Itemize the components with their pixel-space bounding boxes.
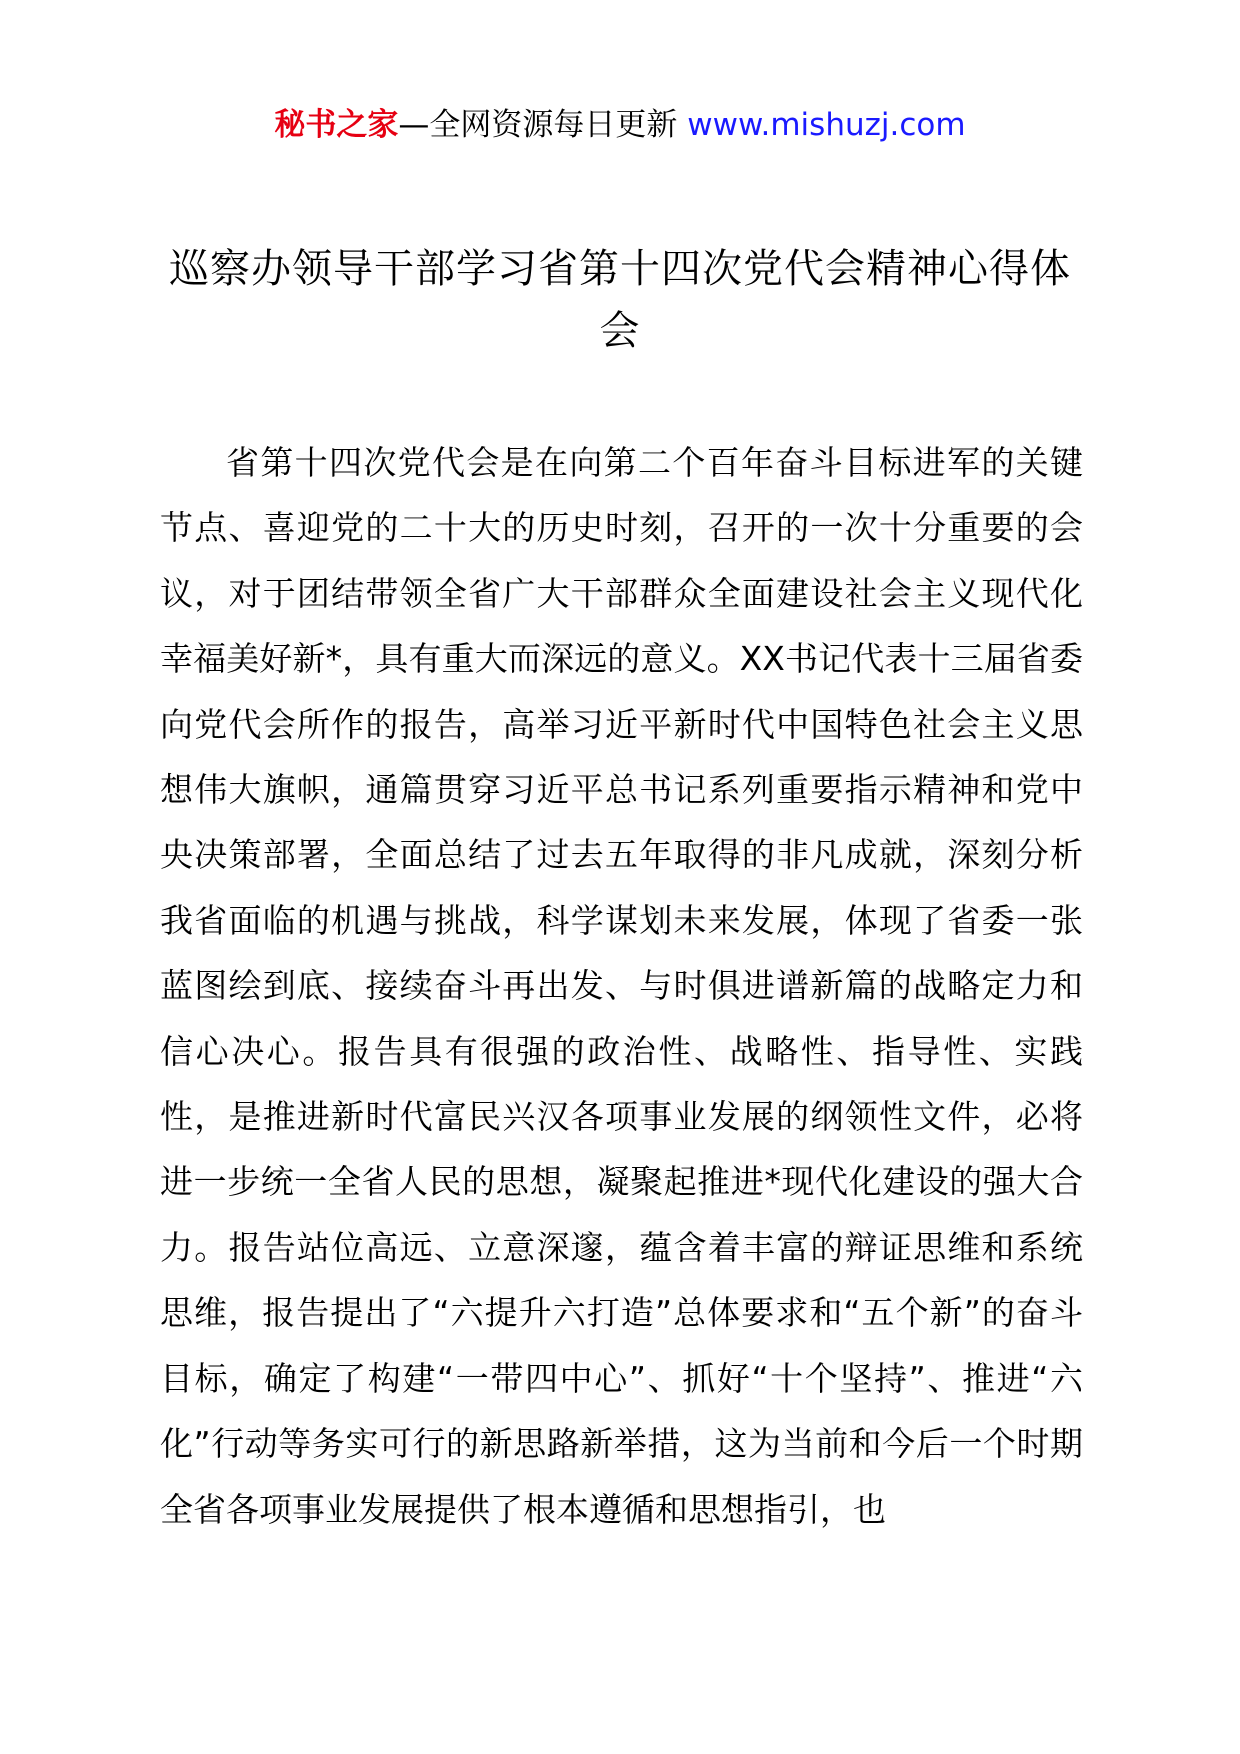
site-header — [0, 100, 1240, 150]
brand-name: 秘书之家 — [274, 107, 399, 143]
header-slogan: —全网资源每日更新 — [398, 107, 688, 143]
body-paragraph: 省第十四次党代会是在向第二个百年奋斗目标进军的关键节点、喜迎党的二十大的历史时刻，召开的一次十分重要的会议，对于团结带领全省广大干部群众全面建设社会主义现代化幸福美好新*，具有重大而深远的意义。XX书记代表十三届省委向党代会所作的报告，高举习近平新时代中国特色社会主义思想伟大旗帜，通篇贯穿习近平总书记系列重要指示精神和党中央决策部署，全面总结了过去五年取得的非凡成就，深刻分析我省面临的机遇与挑战，科学谋划未来发展，体现了省委一张蓝图绘到底、接续奋斗再出发、与时俱进谱新篇的战略定力和信心决心。报告具有很强的政治性、战略性、指导性、实践性，是推进新时代富民兴汉各项事业发展的纲领性文件，必将进一步统一全省人民的思想，凝聚起推进*现代化建设的强大合力。报告站位高远、立意深邃，蕴含着丰富的辩证思维和系统思维，报告提出了“六提升六打造”总体要求和“五个新”的奋斗目标，确定了构建“一带四中心”、抓好“十个坚持”、推进“六化”行动等务实可行的新思路新举措，这为当前和今后一个时期全省各项事业发展提供了根本遵循和思想指引，也 — [160, 443, 1083, 1529]
site-url-link[interactable]: www.mishuzj.com — [687, 107, 966, 143]
document-title: 巡察办领导干部学习省第十四次党代会精神心得体会 — [169, 246, 1071, 354]
